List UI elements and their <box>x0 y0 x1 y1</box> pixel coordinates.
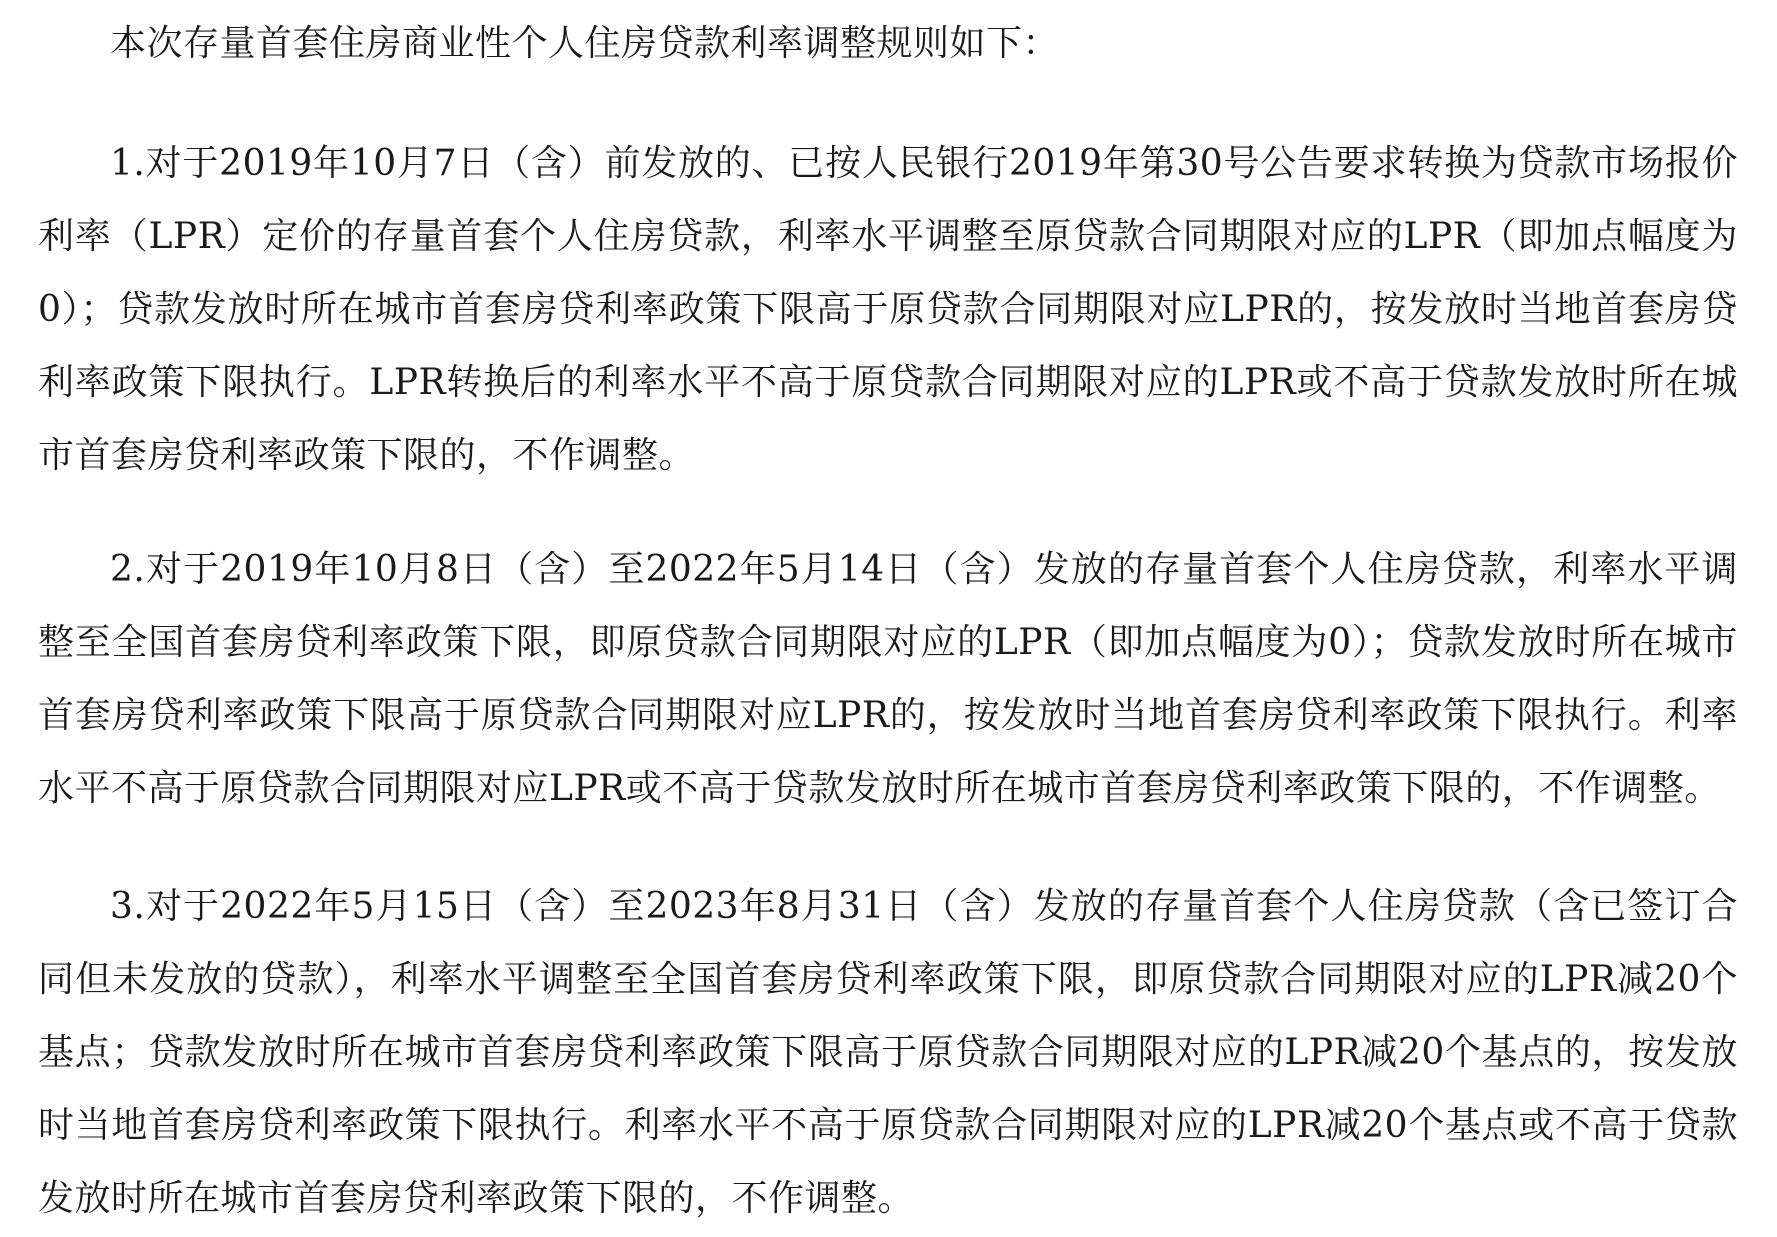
intro-paragraph: 本次存量首套住房商业性个人住房贷款利率调整规则如下： <box>110 23 1060 64</box>
rule-paragraph-3: 3.对于2022年5月15日（含）至2023年8月31日（含）发放的存量首套个人住房贷款（含已签订合同但未发放的贷款），利率水平调整至全国首套房贷利率政策下限，即原贷款合同期限对应的LPR减20个基点；贷款发放时所在城市首套房贷利率政策下限高于原贷款合同期限对应的LPR减20个基点的，按发放时当地首套房贷利率政策下限执行。利率水平不高于原贷款合同期限对应的LPR减20个基点或不高于贷款发放时所在城市首套房贷利率政策下限的，不作调整。 <box>38 886 1738 1219</box>
rule-paragraph-1: 1.对于2019年10月7日（含）前发放的、已按人民银行2019年第30号公告要求转换为贷款市场报价利率（LPR）定价的存量首套个人住房贷款，利率水平调整至原贷款合同期限对应的LPR（即加点幅度为0）；贷款发放时所在城市首套房贷利率政策下限高于原贷款合同期限对应LPR的，按发放时当地首套房贷利率政策下限执行。LPR转换后的利率水平不高于原贷款合同期限对应的LPR或不高于贷款发放时所在城市首套房贷利率政策下限的，不作调整。 <box>38 143 1738 476</box>
rule-paragraph-2: 2.对于2019年10月8日（含）至2022年5月14日（含）发放的存量首套个人住房贷款，利率水平调整至全国首套房贷利率政策下限，即原贷款合同期限对应的LPR（即加点幅度为0）；贷款发放时所在城市首套房贷利率政策下限高于原贷款合同期限对应LPR的，按发放时当地首套房贷利率政策下限执行。利率水平不高于原贷款合同期限对应LPR或不高于贷款发放时所在城市首套房贷利率政策下限的，不作调整。 <box>38 549 1738 809</box>
